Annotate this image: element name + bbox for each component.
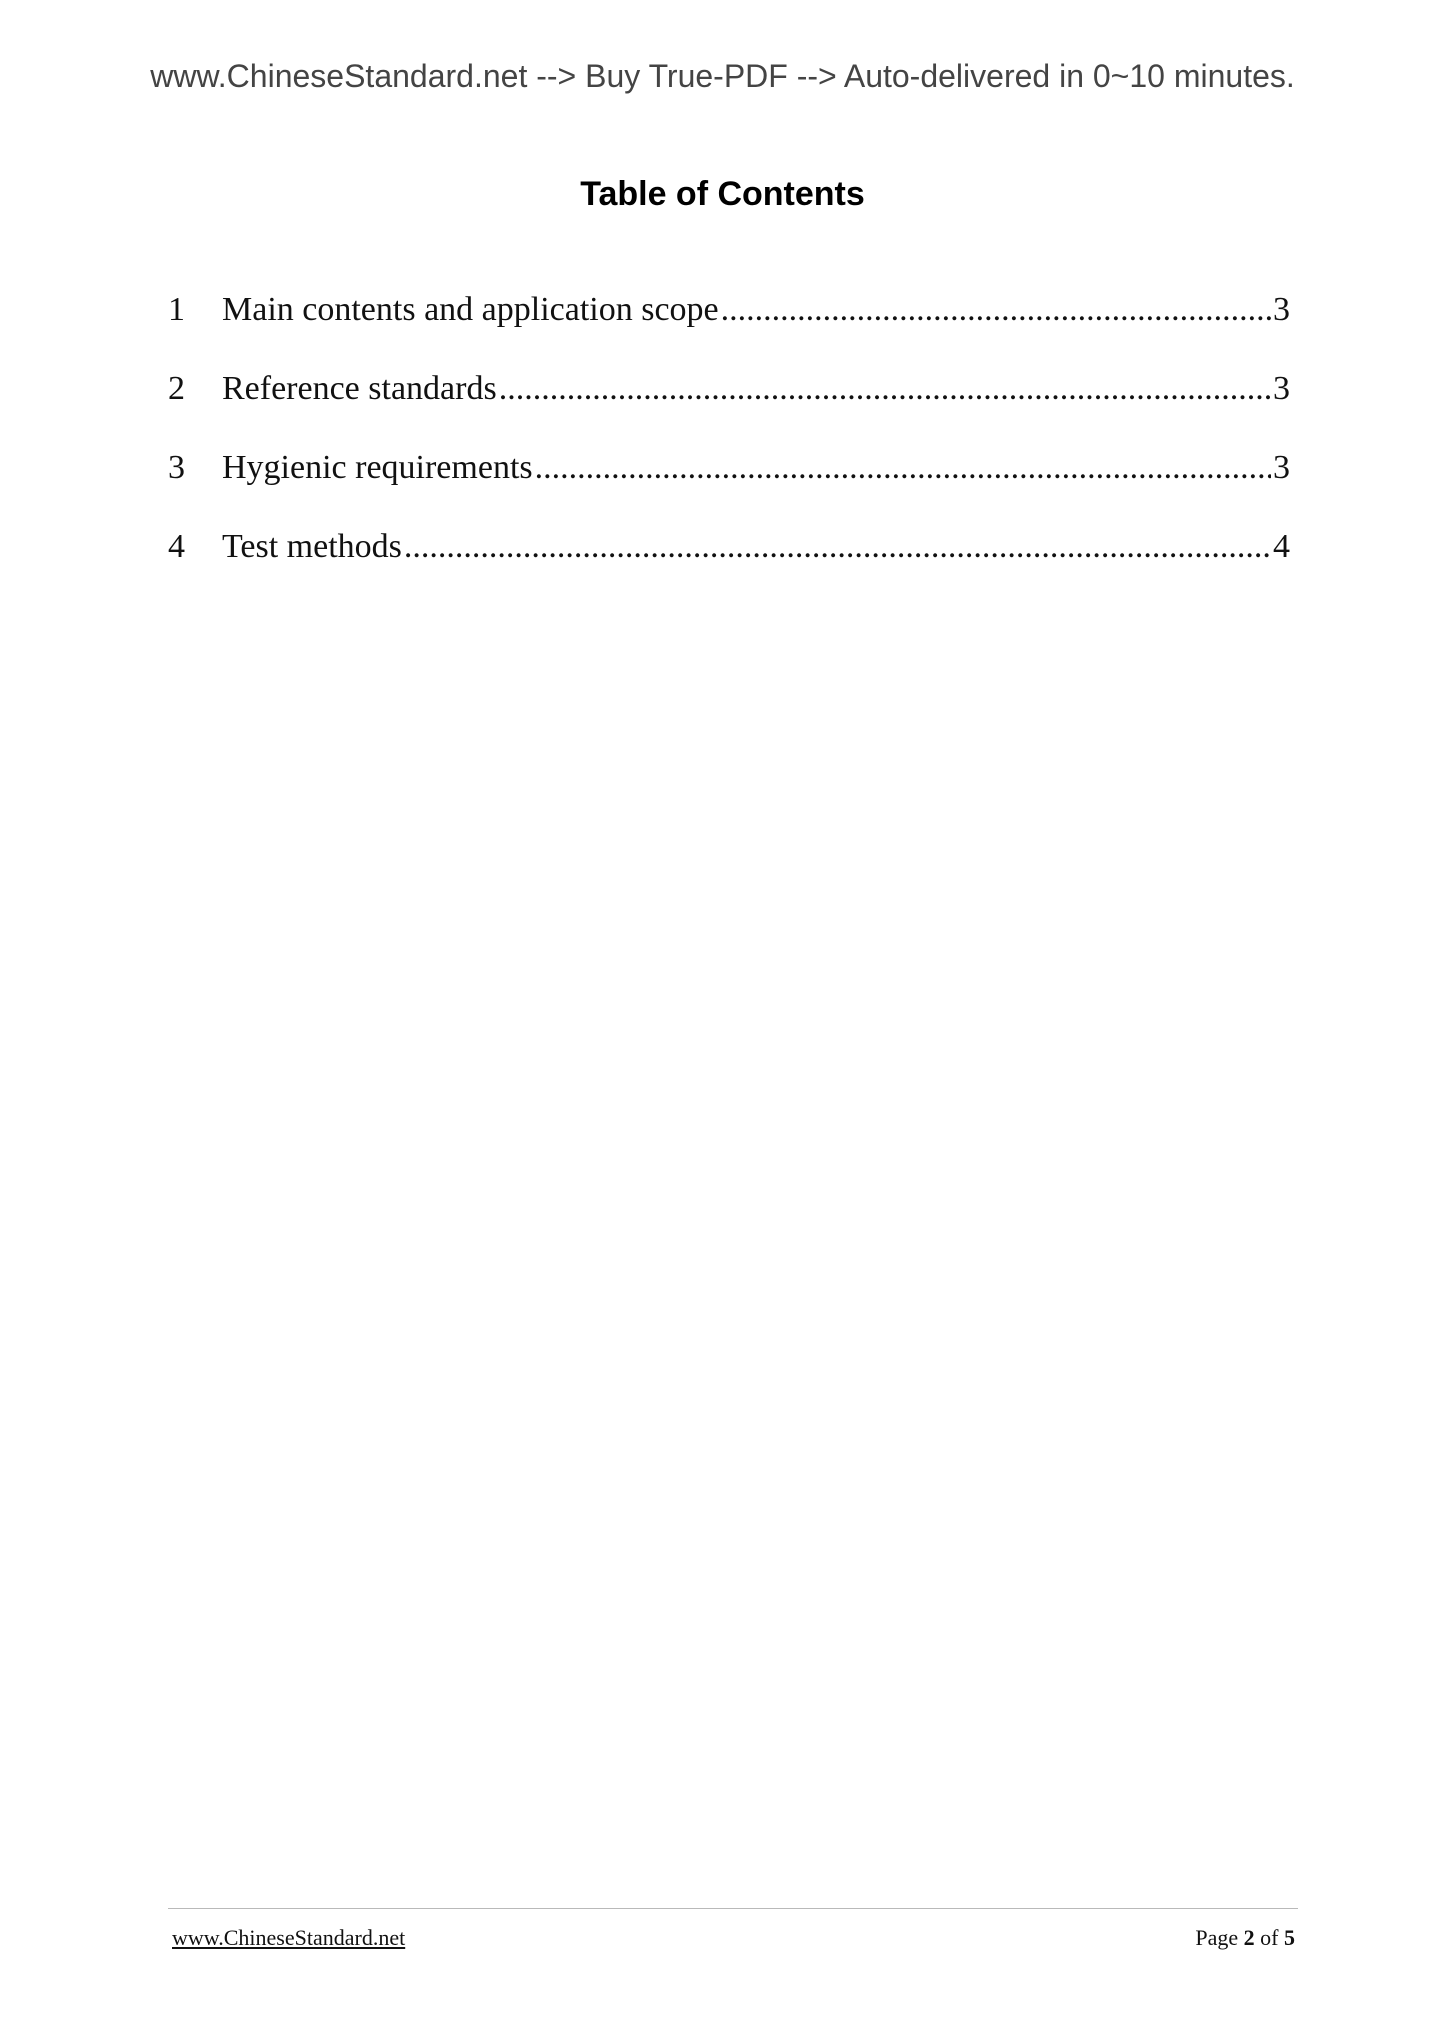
footer-of-word: of bbox=[1260, 1925, 1279, 1950]
footer-site-link[interactable]: www.ChineseStandard.net bbox=[172, 1925, 406, 1950]
toc-dot-leader bbox=[499, 367, 1271, 411]
footer-divider bbox=[168, 1908, 1298, 1909]
toc-title: Table of Contents bbox=[580, 175, 865, 213]
toc-entry-text: Main contents and application scope bbox=[222, 291, 719, 328]
toc-dot-leader bbox=[404, 525, 1271, 569]
header-banner[interactable]: www.ChineseStandard.net --> Buy True-PDF --> Auto-delivered in 0~10 minutes. bbox=[150, 58, 1295, 94]
toc-entry-number: 1 bbox=[168, 291, 185, 328]
toc-entry-page: 3 bbox=[1273, 449, 1290, 486]
toc-entry-4[interactable] bbox=[168, 525, 1290, 604]
toc-entry-1[interactable] bbox=[168, 288, 1290, 367]
toc-entry-2[interactable] bbox=[168, 367, 1290, 446]
toc-dot-leader bbox=[535, 446, 1271, 490]
toc-entry-text: Reference standards bbox=[222, 370, 497, 407]
footer-page-indicator bbox=[1195, 1924, 1295, 1952]
footer-page-word: Page bbox=[1195, 1925, 1239, 1950]
toc-dot-leader bbox=[721, 288, 1271, 332]
footer-current-page: 2 bbox=[1243, 1925, 1255, 1950]
toc-entry-page: 3 bbox=[1273, 370, 1290, 407]
toc-entry-text: Test methods bbox=[222, 528, 402, 565]
toc-entry-number: 4 bbox=[168, 528, 185, 565]
toc-entry-text: Hygienic requirements bbox=[222, 449, 533, 486]
footer-total-pages: 5 bbox=[1284, 1925, 1295, 1950]
toc-entry-page: 4 bbox=[1273, 528, 1290, 565]
toc-list bbox=[168, 288, 1290, 604]
toc-entry-page: 3 bbox=[1273, 291, 1290, 328]
toc-entry-number: 2 bbox=[168, 370, 185, 407]
toc-entry-number: 3 bbox=[168, 449, 185, 486]
toc-entry-3[interactable] bbox=[168, 446, 1290, 525]
